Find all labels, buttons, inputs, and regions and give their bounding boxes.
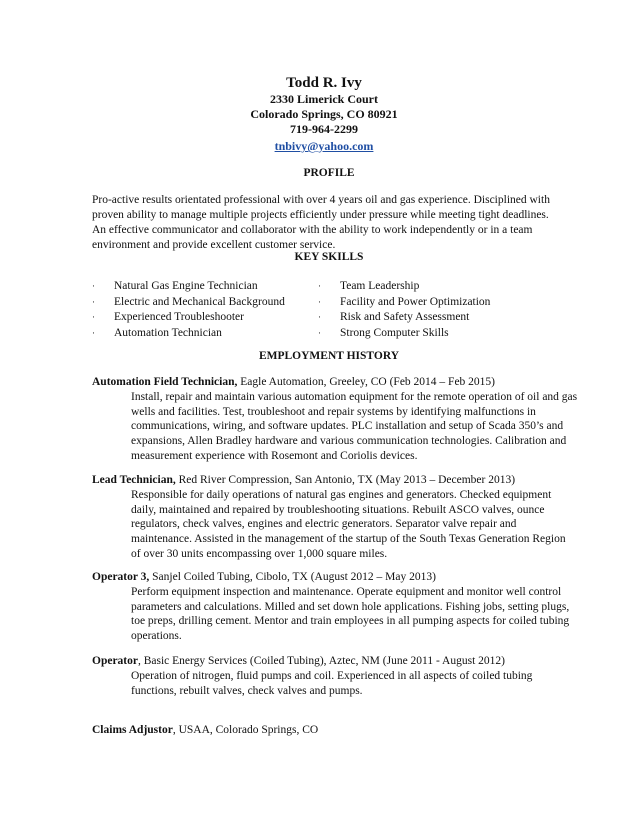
job-description: Operation of nitrogen, fluid pumps and coil. Experienced in all aspects of coiled tubing functions, rebuilt valves, check valves and pumps. bbox=[131, 669, 533, 697]
job-description: Perform equipment inspection and maintenance. Operate equipment and monitor well control parameters and calculations. Milled and set down hole applications. Fishing jobs, setting plugs, toe preps, drilling cement. Mentor and train employees in all pumping aspects for coiled tubing operations. bbox=[131, 585, 570, 643]
skills-right-column bbox=[318, 279, 538, 341]
job-description: Install, repair and maintain various automation equipment for the remote operation of oil and gas wells and facilities. Test, troubleshoot and repair systems by identifying malfunctions in communications, wiring, and software updates. PLC installation and setup of Scada 350’s and expansions, Allen Bradley hardware and various communication technologies. Calibration and measurement experience with Rosemont and Coriolis devices. bbox=[131, 390, 578, 462]
bullet-icon: · bbox=[318, 327, 321, 338]
job-title: Operator 3, bbox=[92, 571, 150, 583]
bullet-icon: · bbox=[318, 281, 321, 291]
profile-heading: PROFILE bbox=[303, 167, 355, 179]
employment-heading: EMPLOYMENT HISTORY bbox=[258, 350, 400, 362]
job-title: Operator bbox=[92, 655, 138, 667]
email-link[interactable]: tnbivy@yahoo.com bbox=[274, 139, 374, 153]
job-details: , USAA, Colorado Springs, CO bbox=[172, 724, 319, 736]
job-entry bbox=[92, 654, 578, 698]
bullet-icon: · bbox=[92, 312, 95, 322]
job-title-line bbox=[92, 654, 578, 669]
job-entry bbox=[92, 570, 578, 644]
bullet-icon: · bbox=[318, 312, 321, 322]
job-details: Sanjel Coiled Tubing, Cibolo, TX (August 2012 – May 2013) bbox=[149, 571, 436, 583]
key-skills-heading: KEY SKILLS bbox=[294, 251, 364, 263]
job-title: Claims Adjustor bbox=[92, 724, 173, 736]
job-details: Red River Compression, San Antonio, TX (May 2013 – December 2013) bbox=[175, 474, 516, 486]
profile-text: Pro-active results orientated professional with over 4 years oil and gas experience. Disciplined with proven ability to manage multiple projects efficiently under pressure while meeting tight deadlines. An effective communicator and collaborator with the ability to work independently or in a team environment and provide excellent customer service. bbox=[92, 194, 550, 251]
bullet-icon: · bbox=[92, 281, 95, 291]
skill-item: · Automation Technician bbox=[92, 326, 302, 342]
job-title-line bbox=[92, 375, 578, 390]
bullet-icon: · bbox=[318, 296, 321, 307]
skill-item: · Experienced Troubleshooter bbox=[92, 310, 302, 326]
job-title: Automation Field Technician, bbox=[92, 376, 238, 388]
job-title-line bbox=[92, 473, 578, 488]
skills-left-column bbox=[92, 279, 302, 341]
candidate-name: Todd R. Ivy bbox=[286, 75, 362, 91]
job-entry bbox=[92, 473, 578, 562]
profile-summary bbox=[92, 193, 562, 253]
city-state-zip: Colorado Springs, CO 80921 bbox=[250, 107, 398, 121]
bullet-icon: · bbox=[92, 296, 95, 307]
job-entry bbox=[92, 723, 578, 738]
job-description: Responsible for daily operations of natural gas engines and generators. Checked equipment daily, maintained and repaired by troubleshooting situations. Rebuilt ASCO valves, ounce regulators, check valves, engines and electric generators. Separator valve repair and maintenance. Assisted in the management of the startup of the South Texas Generation Region of over 30 units encompassing over 1,000 square miles. bbox=[131, 488, 566, 560]
bullet-icon: · bbox=[92, 327, 95, 338]
contact-header bbox=[0, 74, 638, 155]
street-address: 2330 Limerick Court bbox=[270, 92, 378, 106]
skill-item: · Electric and Mechanical Background bbox=[92, 295, 302, 311]
job-title: Lead Technician, bbox=[92, 474, 176, 486]
job-details: Eagle Automation, Greeley, CO (Feb 2014 – Feb 2015) bbox=[237, 376, 496, 388]
phone-number: 719-964-2299 bbox=[290, 122, 358, 136]
job-title-line bbox=[92, 723, 578, 738]
skill-item: · Risk and Safety Assessment bbox=[318, 310, 538, 326]
job-details: , Basic Energy Services (Coiled Tubing), Aztec, NM (June 2011 - August 2012) bbox=[137, 655, 505, 667]
skill-item: · Team Leadership bbox=[318, 279, 538, 295]
job-title-line bbox=[92, 570, 578, 585]
skill-item: · Natural Gas Engine Technician bbox=[92, 279, 302, 295]
skill-item: · Strong Computer Skills bbox=[318, 326, 538, 342]
skill-item: · Facility and Power Optimization bbox=[318, 295, 538, 311]
job-entry bbox=[92, 375, 578, 464]
